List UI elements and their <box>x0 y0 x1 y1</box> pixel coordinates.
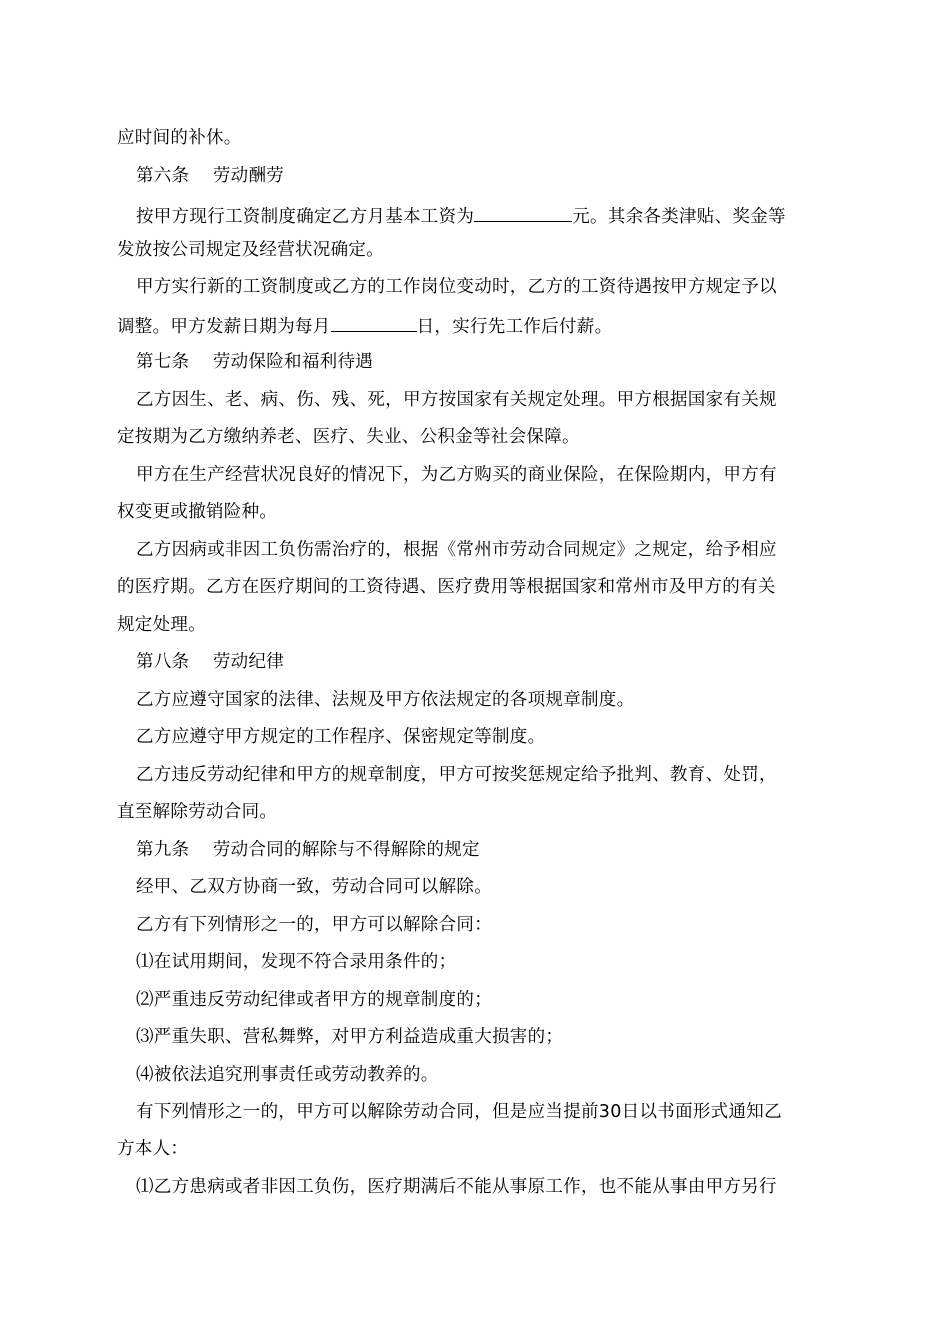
text-line: 规定处理。 <box>117 615 206 635</box>
list-item: ⑴在试用期间，发现不符合录用条件的； <box>136 952 457 972</box>
text-line: 的医疗期。乙方在医疗期间的工资待遇、医疗费用等根据国家和常州市及甲方的有关 <box>117 577 776 597</box>
text-line: 甲方在生产经营状况良好的情况下，为乙方购买的商业保险，在保险期内，甲方有 <box>136 465 777 485</box>
text-line: 乙方因病或非因工负伤需治疗的，根据《常州市劳动合同规定》之规定，给予相应 <box>136 540 777 560</box>
blank-field-salary <box>474 204 572 222</box>
text-line: 发放按公司规定及经营状况确定。 <box>117 240 384 260</box>
text-segment: 日，实行先工作后付薪。 <box>416 317 613 337</box>
text-line: 乙方应遵守国家的法律、法规及甲方依法规定的各项规章制度。 <box>136 690 635 710</box>
text-segment: 按甲方现行工资制度确定乙方月基本工资为 <box>136 207 475 227</box>
text-line: 应时间的补休。 <box>117 128 242 148</box>
list-item: ⑵严重违反劳动纪律或者甲方的规章制度的； <box>136 990 492 1010</box>
blank-field-payday <box>331 314 417 332</box>
section-heading-9: 第九条 劳动合同的解除与不得解除的规定 <box>136 840 480 860</box>
text-line: 有下列情形之一的，甲方可以解除劳动合同，但是应当提前30日以书面形式通知乙 <box>136 1102 782 1122</box>
text-line: 经甲、乙双方协商一致，劳动合同可以解除。 <box>136 877 492 897</box>
text-line: 直至解除劳动合同。 <box>117 802 278 822</box>
section-heading-7: 第七条 劳动保险和福利待遇 <box>136 352 374 372</box>
text-line: 乙方有下列情形之一的，甲方可以解除合同： <box>136 915 492 935</box>
text-line: 乙方因生、老、病、伤、残、死，甲方按国家有关规定处理。甲方根据国家有关规 <box>136 390 777 410</box>
list-item: ⑷被依法追究刑事责任或劳动教养的。 <box>136 1065 439 1085</box>
text-line: 甲方实行新的工资制度或乙方的工作岗位变动时，乙方的工资待遇按甲方规定予以 <box>136 277 777 297</box>
text-segment: 调整。甲方发薪日期为每月 <box>117 317 331 337</box>
section-heading-8: 第八条 劳动纪律 <box>136 652 285 672</box>
text-line: 定按期为乙方缴纳养老、医疗、失业、公积金等社会保障。 <box>117 427 580 447</box>
text-line: 方本人： <box>117 1139 189 1159</box>
section-heading-6: 第六条 劳动酬劳 <box>136 166 285 186</box>
text-line: 权变更或撤销险种。 <box>117 502 278 522</box>
list-item: ⑴乙方患病或者非因工负伤，医疗期满后不能从事原工作，也不能从事由甲方另行 <box>136 1177 777 1197</box>
text-line <box>117 314 837 338</box>
text-line: 乙方应遵守甲方规定的工作程序、保密规定等制度。 <box>136 727 546 747</box>
list-item: ⑶严重失职、营私舞弊，对甲方利益造成重大损害的； <box>136 1027 564 1047</box>
text-segment: 元。其余各类津贴、奖金等 <box>572 207 786 227</box>
text-line <box>136 204 856 228</box>
text-line: 乙方违反劳动纪律和甲方的规章制度，甲方可按奖惩规定给予批判、教育、处罚， <box>136 765 777 785</box>
